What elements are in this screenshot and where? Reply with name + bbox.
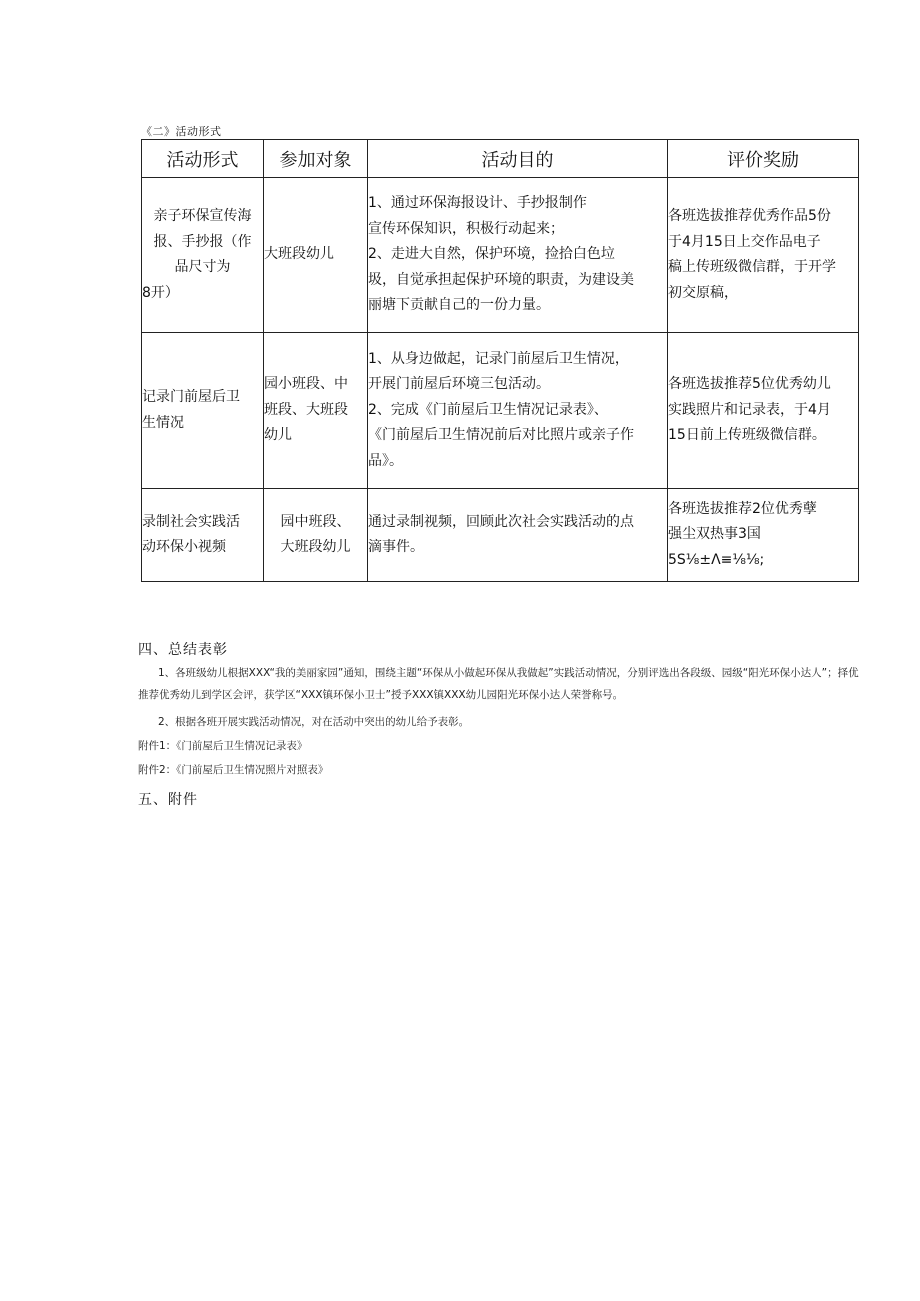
form-cell — [142, 489, 264, 582]
audience-cell — [264, 333, 368, 489]
text-line: 大班段幼儿 — [264, 246, 334, 263]
text-line: 园小班段、中 — [264, 376, 348, 393]
text-line: 各班选拔推荐5位优秀幼儿 — [668, 376, 831, 393]
purpose-cell — [368, 489, 668, 582]
reward-cell — [668, 178, 859, 333]
text-line: 亲子环保宣传海 — [153, 208, 252, 224]
header-form: 活动形式 — [142, 140, 264, 178]
text-line: 报、手抄报（作 — [153, 233, 252, 250]
text-line: 于4月15日上交作品电子 — [668, 233, 821, 250]
table-row — [142, 333, 859, 489]
table-row — [142, 489, 859, 582]
text-line: 录制社会实践活 — [142, 513, 240, 530]
text-line: 5S⅛±Λ≡⅛⅛; — [668, 551, 765, 568]
text-line: 开展门前屋后环境三包活动。 — [368, 376, 550, 393]
paragraph-2: 2、根据各班开展实践活动情况，对在活动中突出的幼儿给予表彰。 — [158, 716, 470, 728]
paragraph-1: 1、各班级幼儿根据XXX“我的美丽家园”通知，围绕主题“环保从小做起环保从我做起”实践活动情况，分别评选出各段级、园级“阳光环保小达人”；择优推荐优秀幼儿到学区会评，获学区“XXX镇环保小卫士”授予XXX镇XXX幼儿园阳光环保小达人荣誉称号。 — [138, 667, 859, 701]
text-line: 大班段幼儿 — [280, 539, 351, 555]
audience-cell — [264, 489, 368, 582]
text-line: 1、通过环保海报设计、手抄报制作 — [368, 195, 587, 212]
text-line: 动环保小视频 — [142, 539, 226, 555]
table-row — [142, 178, 859, 333]
form-cell — [142, 333, 264, 489]
text-line: 各班选拔推荐优秀作品5份 — [668, 208, 831, 224]
text-line: 2、走进大自然，保护环境，捡拾白色垃 — [368, 246, 615, 263]
text-line: 品》。 — [368, 452, 403, 469]
text-line: 品尺寸为 — [174, 259, 231, 275]
reward-cell — [668, 333, 859, 489]
text-line: 8开） — [142, 284, 179, 301]
text-line: 稿上传班级微信群，于开学 — [668, 259, 836, 275]
section-5-title: 五、附件 — [138, 792, 198, 808]
text-line: 宣传环保知识，积极行动起来； — [368, 220, 564, 237]
header-audience: 参加对象 — [264, 140, 368, 178]
text-line: 强尘双热事3国 — [668, 526, 761, 543]
text-line: 初交原稿， — [668, 284, 738, 301]
text-line: 记录门前屋后卫 — [142, 389, 240, 405]
header-reward: 评价奖励 — [668, 140, 859, 178]
text-line: 班段、大班段 — [264, 401, 348, 418]
text-line: 实践照片和记录表，于4月 — [668, 401, 831, 418]
text-line: 15日前上传班级微信群。 — [668, 427, 826, 444]
attachment-1: 附件1：《门前屋后卫生情况记录表》 — [138, 740, 308, 752]
section-label: 《二》活动形式 — [141, 125, 222, 138]
text-line: 生情况 — [142, 414, 184, 431]
purpose-cell — [368, 178, 668, 333]
table-header-row — [142, 140, 859, 178]
text-line: 幼儿 — [264, 427, 292, 444]
text-line: 滴事件。 — [368, 539, 424, 555]
reward-cell — [668, 489, 859, 582]
attachment-2: 附件2：《门前屋后卫生情况照片对照表》 — [138, 764, 329, 776]
form-cell — [142, 178, 264, 333]
text-line: 圾，自觉承担起保护环境的职责，为建设美 — [368, 271, 634, 288]
header-purpose: 活动目的 — [368, 140, 668, 178]
audience-cell — [264, 178, 368, 333]
text-line: 通过录制视频，回顾此次社会实践活动的点 — [368, 513, 634, 530]
section-4-title: 四、总结表彰 — [138, 642, 228, 658]
text-line: 园中班段、 — [280, 513, 351, 530]
text-line: 各班选拔推荐2位优秀孽 — [668, 500, 817, 517]
text-line: 丽塘下贡献自己的一份力量。 — [368, 297, 550, 314]
text-line: 1、从身边做起，记录门前屋后卫生情况， — [368, 350, 629, 367]
text-line: 《门前屋后卫生情况前后对比照片或亲子作 — [368, 427, 634, 444]
text-line: 2、完成《门前屋后卫生情况记录表》、 — [368, 401, 608, 418]
activity-table — [141, 139, 859, 582]
purpose-cell — [368, 333, 668, 489]
